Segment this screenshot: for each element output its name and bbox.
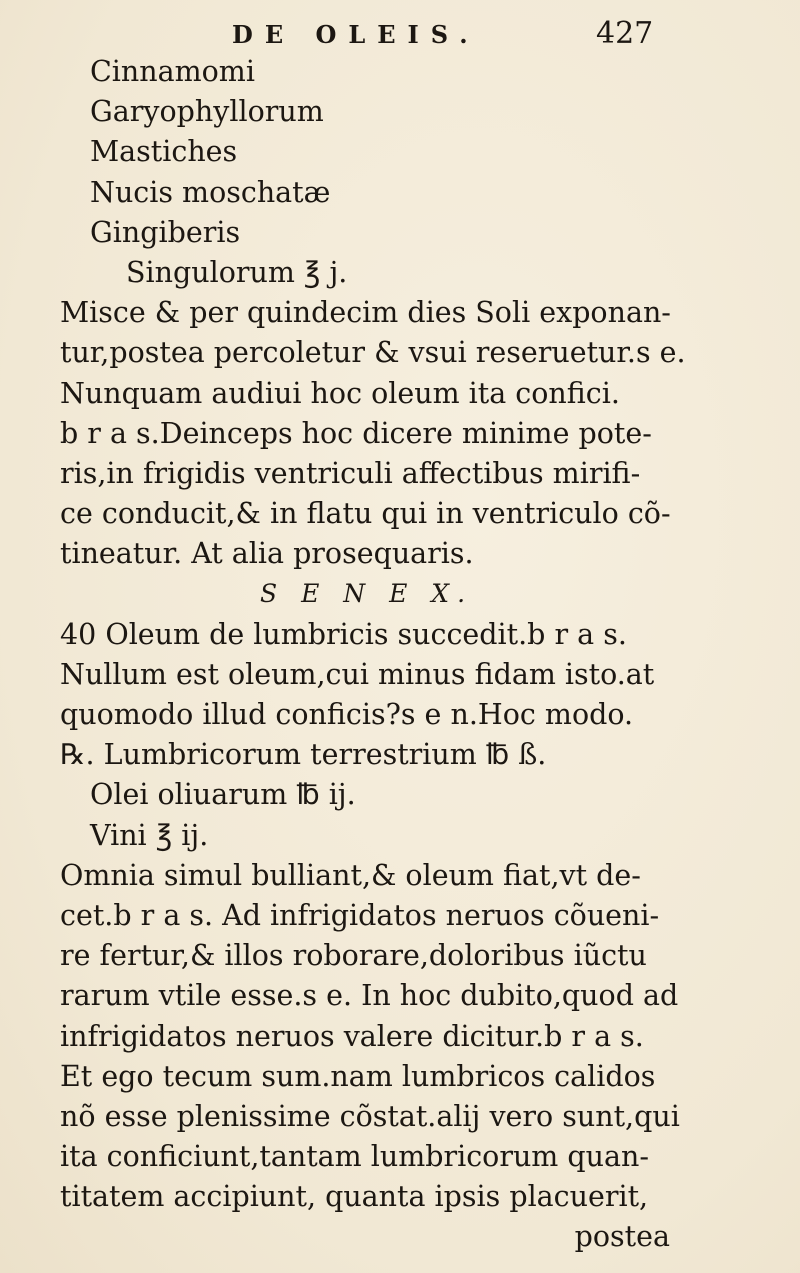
recipe-line: Olei oliuarum ℔ ij. bbox=[90, 778, 356, 812]
text-line: quomodo illud conficis?s e n.Hoc modo. bbox=[60, 698, 634, 731]
text-line: ita conficiunt,tantam lumbricorum quan- bbox=[60, 1140, 649, 1174]
text-line: Gingiberis bbox=[90, 215, 241, 249]
text-line: Mastiches bbox=[90, 135, 238, 169]
text-line: rarum vtile esse.s e. In hoc dubito,quod ad bbox=[60, 979, 679, 1013]
page-number: 427 bbox=[596, 16, 654, 51]
speaker-heading: S E N E X. bbox=[260, 579, 474, 609]
recipe-line: Vini ℥ ij. bbox=[90, 818, 209, 852]
text-line: Nunquam audiui hoc oleum ita confici. bbox=[60, 376, 620, 410]
text-line: tineatur. At alia prosequaris. bbox=[60, 537, 474, 571]
page-header bbox=[0, 14, 800, 54]
text-line: Omnia simul bulliant,& oleum fiat,vt de- bbox=[60, 858, 641, 892]
catchword: postea bbox=[574, 1220, 670, 1254]
text-line: Nullum est oleum,cui minus fidam isto.at bbox=[60, 657, 655, 691]
recipe-line: ℞. Lumbricorum terrestrium ℔ ß. bbox=[60, 738, 547, 772]
text-line: nõ esse plenissime cõstat.alij vero sunt,qui bbox=[60, 1099, 680, 1133]
text-line: ce conducit,& in flatu qui in ventriculo cõ- bbox=[60, 497, 671, 531]
body-text bbox=[60, 52, 686, 1258]
running-head: DE OLEIS. bbox=[232, 20, 480, 49]
text-line: Et ego tecum sum.nam lumbricos calidos bbox=[60, 1059, 656, 1093]
text-line: Nucis moschatæ bbox=[90, 175, 331, 209]
text-line: titatem accipiunt, quanta ipsis placuerit, bbox=[60, 1180, 649, 1214]
text-line: ris,in frigidis ventriculi affectibus mirifi- bbox=[60, 456, 641, 490]
text-line: Cinnamomi bbox=[90, 55, 255, 88]
text-line: 40 Oleum de lumbricis succedit.b r a s. bbox=[60, 617, 627, 651]
text-line: tur,postea percoletur & vsui reseruetur.s e. bbox=[60, 336, 686, 370]
text-line: Singulorum ℥ j. bbox=[126, 255, 348, 289]
text-line: Garyophyllorum bbox=[90, 95, 324, 129]
text-line: Misce & per quindecim dies Soli exponan- bbox=[60, 296, 671, 330]
text-line: re fertur,& illos roborare,doloribus iũctu bbox=[60, 939, 647, 973]
text-line: b r a s.Deinceps hoc dicere minime pote- bbox=[60, 416, 652, 450]
text-line: infrigidatos neruos valere dicitur.b r a s. bbox=[60, 1019, 644, 1053]
text-line: cet.b r a s. Ad infrigidatos neruos cõueni- bbox=[60, 898, 660, 932]
